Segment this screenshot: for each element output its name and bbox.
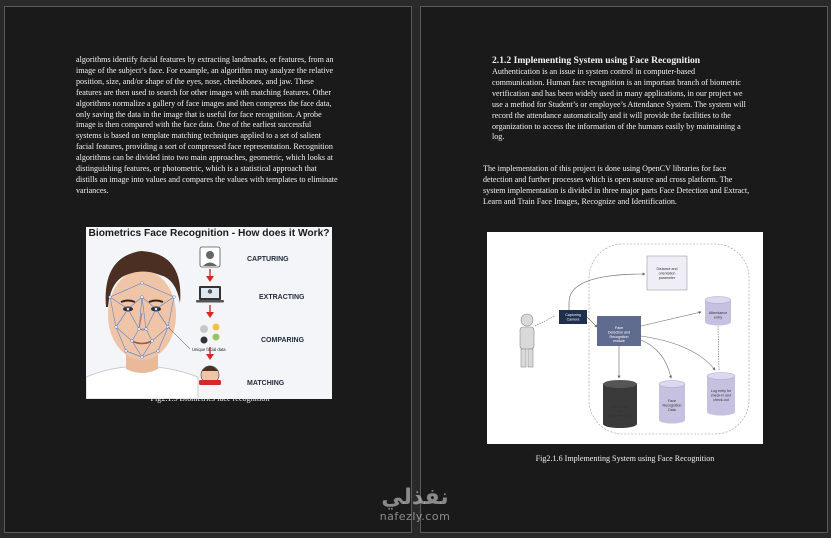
face-data-label: Face Recognition Data bbox=[662, 399, 682, 412]
watermark-latin: nafezly.com bbox=[379, 510, 451, 523]
face-illustration bbox=[86, 227, 332, 399]
figure-caption: Fig2.1.5 Biometrics face recognition bbox=[150, 394, 270, 403]
camera-label: Capturing Camera bbox=[565, 313, 581, 322]
left-page bbox=[4, 6, 412, 533]
paragraph-implementation: The implementation of this project is done using OpenCV libraries for face detection and further processes which is open source and cross platform. The system implementation is divided in three major parts Face Detection and Extract, Learn and Train Face Images, Recognize and Identification. bbox=[483, 164, 750, 206]
figure-title: Biometrics Face Recognition - How does it Work? bbox=[88, 228, 330, 239]
step-comparing: COMPARING bbox=[261, 337, 305, 344]
watermark bbox=[365, 485, 465, 523]
face-image-label: Face Image and Individual ID bbox=[610, 405, 630, 418]
distance-label: Distance and orientation parameter bbox=[656, 267, 678, 280]
log-label: Log entry for check-in and check-out bbox=[710, 389, 732, 402]
figure-caption-2: Fig2.1.6 Implementing System using Face Recognition bbox=[535, 454, 715, 463]
paragraph-authentication: Authentication is an issue in system control in computer-based communication. Human face recognition is an important branch of biometric verification and has been widely used in many applications, in our project we use a method for Student’s or employee’s Attendance System. The system will record the attendance automatically and it will provide the facilities to the organization to access the information of the humans easily by maintaining a log. bbox=[492, 67, 746, 142]
right-page bbox=[420, 6, 828, 533]
face-label: Unique facial data bbox=[192, 347, 226, 352]
section-heading: 2.1.2 Implementing System using Face Recognition bbox=[492, 55, 701, 66]
left-body-text: algorithms identify facial features by extracting landmarks, or features, from an image of the subject’s face. For example, an algorithm may analyze the relative position, size, and/or shape of the eyes, nose, cheekbones, and jaw. These features are then used to search for other images with matching features. Other algorithms normalize a gallery of face images and then compress the face data, only saving the data in the image that is useful for face recognition. A probe image is then compared with the face data. One of the earliest successful systems is based on template matching techniques applied to a set of salient facial features, providing a sort of compressed face representation. Recognition algorithms can be divided into two main approaches, geometric, which looks at distinguishing features, or photometric, which is a statistical approach that distills an image into values and compares the values with templates to eliminate variances. bbox=[76, 55, 338, 195]
system-diagram bbox=[487, 232, 763, 444]
step-matching: MATCHING bbox=[247, 380, 285, 387]
step-capturing: CAPTURING bbox=[247, 256, 289, 263]
biometrics-figure bbox=[86, 227, 332, 399]
attendance-label: Attendance entry bbox=[708, 311, 728, 320]
face-image-db bbox=[603, 380, 637, 428]
person-figure bbox=[520, 314, 534, 367]
watermark-arabic: نفذلي bbox=[381, 485, 449, 510]
module-label: Face Detection and Recognition module bbox=[607, 326, 631, 344]
step-extracting: EXTRACTING bbox=[259, 294, 305, 301]
